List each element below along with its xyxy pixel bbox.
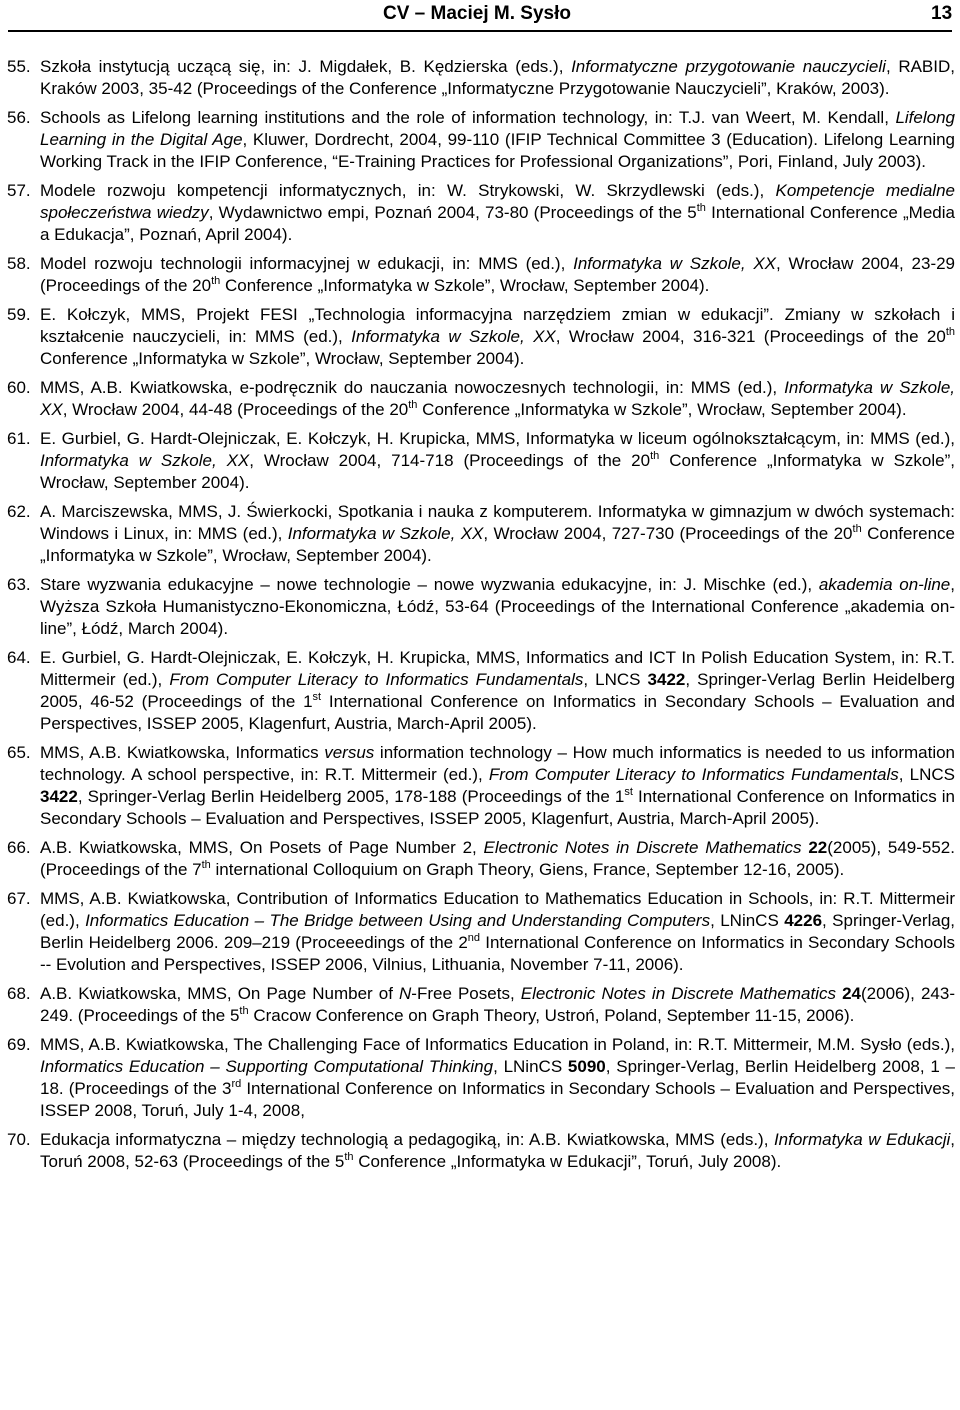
reference-superscript: th	[696, 202, 706, 214]
reference-segment: , LNCS	[898, 765, 955, 784]
reference-number: 58.	[7, 254, 31, 273]
reference-italic: Informatyka w Szkole, XX	[40, 378, 956, 419]
reference-segment: Edukacja informatyczna – między technologią a pedagogiką, in: A.B. Kwiatkowska, MMS (eds.),	[40, 1130, 774, 1149]
reference-text	[40, 647, 955, 735]
reference-italic: Informatyka w Edukacji	[773, 1130, 951, 1149]
reference-text	[40, 304, 955, 370]
header-title: CV – Maciej M. Sysło	[383, 3, 571, 24]
reference-italic: From Computer Literacy to Informatics Fundamentals	[169, 670, 584, 689]
reference-bold: 3422	[40, 787, 78, 806]
reference-superscript: th	[945, 326, 955, 338]
reference-segment: (2005), 549-552. (Proceedings of the 7	[40, 838, 955, 879]
reference-segment: , Wrocław 2004, 44-48 (Proceedings of the 20	[62, 400, 409, 419]
reference-segment: Conference „Informatyka w Szkole”, Wrocław, September 2004).	[417, 400, 907, 419]
reference-segment: Cracow Conference on Graph Theory, Ustroń, Poland, September 11-15, 2006).	[248, 1006, 855, 1025]
reference-text	[40, 1129, 955, 1173]
page-number: 13	[931, 3, 953, 24]
reference-segment: , Springer-Verlag, Berlin Heidelberg 2008, 1 – 18. (Proceedings of the 3	[40, 1057, 955, 1098]
reference-item	[7, 56, 955, 100]
reference-text	[40, 56, 955, 100]
reference-superscript: rd	[231, 1078, 242, 1090]
reference-segment: MMS, A.B. Kwiatkowska, Informatics	[40, 743, 325, 762]
reference-bold: 24	[842, 984, 862, 1003]
reference-item	[7, 983, 955, 1027]
reference-italic: akademia on-line	[818, 575, 951, 594]
reference-segment: A. Marciszewska, MMS, J. Świerkocki, Spotkania i nauka z komputerem. Informatyka w gimnazjum w dwóch systemach: Windows i Linux, in: MMS (ed.),	[40, 502, 955, 543]
reference-superscript: th	[852, 523, 862, 535]
header-rule	[8, 30, 952, 32]
reference-number: 67.	[7, 889, 31, 908]
reference-bold: 5090	[567, 1057, 606, 1076]
reference-number: 55.	[7, 57, 31, 76]
reference-segment: A.B. Kwiatkowska, MMS, On Posets of Page Number 2,	[40, 838, 484, 857]
reference-text	[40, 1034, 955, 1122]
reference-text	[40, 742, 955, 830]
reference-text	[40, 428, 955, 494]
reference-segment: , Wyższa Szkoła Humanistyczno-Ekonomiczna, Łódź, 53-64 (Proceedings of the International Conference „akademia on-line”, Łódź, March 2004).	[40, 575, 956, 638]
reference-segment: Conference „Informatyka w Szkole”, Wrocław, September 2004).	[220, 276, 710, 295]
reference-italic: Electronic Notes in Discrete Mathematics	[520, 984, 837, 1003]
reference-segment: Conference „Informatyka w Szkole”, Wrocław, September 2004).	[40, 451, 955, 492]
reference-segment: (2006), 243-249. (Proceedings of the 5	[40, 984, 955, 1025]
reference-text	[40, 180, 955, 246]
reference-italic: Informatics Education – The Bridge between Using and Understanding Computers	[85, 911, 711, 930]
reference-segment: International Conference on Informatics in Secondary Schools – Evaluation and Perspectives, ISSEP 2005, Klagenfurt, Austria, March-April 2005).	[40, 787, 956, 828]
reference-number: 57.	[7, 181, 31, 200]
reference-italic: Informatyka w Szkole, XX	[573, 254, 777, 273]
reference-segment: , Wrocław 2004, 714-718 (Proceedings of the 20	[249, 451, 651, 470]
reference-segment: MMS, A.B. Kwiatkowska, e-podręcznik do nauczania nowoczesnych technologii, in: MMS (ed.),	[40, 378, 785, 397]
reference-segment: Conference „Informatyka w Szkole”, Wrocław, September 2004).	[40, 524, 955, 565]
reference-item	[7, 304, 955, 370]
reference-text	[40, 574, 955, 640]
reference-item	[7, 428, 955, 494]
reference-superscript: st	[312, 691, 322, 703]
reference-item	[7, 180, 955, 246]
reference-text	[40, 253, 955, 297]
reference-item	[7, 837, 955, 881]
reference-segment: , Springer-Verlag Berlin Heidelberg 2005, 46-52 (Proceedings of the 1	[40, 670, 955, 711]
reference-text	[40, 837, 955, 881]
reference-superscript: th	[408, 399, 418, 411]
reference-segment: Conference „Informatyka w Szkole”, Wrocław, September 2004).	[40, 349, 525, 368]
reference-text	[40, 107, 955, 173]
reference-segment: , Kluwer, Dordrecht, 2004, 99-110 (IFIP Technical Committee 3 (Education). Lifelong Learning Working Track in the IFIP Conference, “E-Training Practices for Professional Organizations”, Pori, Finland, July 2003).	[40, 130, 955, 171]
reference-item	[7, 1034, 955, 1122]
reference-superscript: th	[650, 450, 660, 462]
reference-italic: Informatics Education – Supporting Computational Thinking	[40, 1057, 494, 1076]
page-header	[0, 0, 960, 34]
reference-segment: Schools as Lifelong learning institutions and the role of information technology, in: T.J. van Weert, M. Kendall,	[40, 108, 896, 127]
reference-segment: International Conference on Informatics in Secondary Schools -- Evolution and Perspectives, ISSEP 2006, Vilnius, Lithuania, November 7-11, 2006).	[40, 933, 955, 974]
reference-segment: , LNCS	[583, 670, 648, 689]
reference-segment: Modele rozwoju kompetencji informatycznych, in: W. Strykowski, W. Skrzydlewski (eds.),	[40, 181, 776, 200]
reference-item	[7, 107, 955, 173]
reference-segment: , LNinCS	[493, 1057, 568, 1076]
reference-segment: -Free Posets,	[411, 984, 521, 1003]
reference-number: 68.	[7, 984, 31, 1003]
reference-segment: E. Gurbiel, G. Hardt-Olejniczak, E. Kołczyk, H. Krupicka, MMS, Informatyka w liceum ogólnokształcącym, in: MMS (ed.),	[40, 429, 955, 448]
reference-segment: International Conference „Media a Edukacja”, Poznań, April 2004).	[40, 203, 955, 244]
reference-number: 64.	[7, 648, 31, 667]
reference-number: 56.	[7, 108, 31, 127]
reference-text	[40, 501, 955, 567]
reference-segment: , Toruń 2008, 52-63 (Proceedings of the 5	[40, 1130, 955, 1171]
reference-number: 60.	[7, 378, 31, 397]
reference-italic: Kompetencje medialne społeczeństwa wiedzy	[40, 181, 955, 222]
reference-segment: , Springer-Verlag Berlin Heidelberg 2005, 178-188 (Proceedings of the 1	[77, 787, 625, 806]
reference-item	[7, 742, 956, 830]
reference-superscript: st	[624, 786, 633, 798]
reference-segment: , RABID, Kraków 2003, 35-42 (Proceedings of the Conference „Informatyczne Przygotowanie Nauczycieli”, Kraków, 2003).	[40, 57, 955, 98]
reference-item	[7, 253, 956, 297]
reference-number: 65.	[7, 743, 31, 762]
reference-italic: Lifelong Learning in the Digital Age	[40, 108, 955, 149]
reference-segment: , Springer-Verlag, Berlin Heidelberg 2006. 209–219 (Proceeedings of the 2	[40, 911, 955, 952]
reference-number: 66.	[7, 838, 31, 857]
reference-bold: 4226	[784, 911, 823, 930]
reference-segment: A.B. Kwiatkowska, MMS, On Page Number of	[40, 984, 399, 1003]
reference-item	[7, 377, 956, 421]
reference-segment: , LNinCS	[710, 911, 785, 930]
reference-item	[7, 647, 955, 735]
reference-segment: international Colloquium on Graph Theory, Giens, France, September 12-16, 2005).	[210, 860, 845, 879]
reference-segment: , Wrocław 2004, 316-321 (Proceedings of the 20	[555, 327, 946, 346]
reference-segment: E. Kołczyk, MMS, Projekt FESI „Technologia informacyjna narzędziem zmian w edukacji”. Zmiany w szkołach i kształcenie nauczycieli, in: MMS (ed.),	[40, 305, 955, 346]
reference-segment: , Wrocław 2004, 727-730 (Proceedings of the 20	[483, 524, 853, 543]
reference-item	[7, 574, 956, 640]
reference-italic: From Computer Literacy to Informatics Fundamentals	[488, 765, 899, 784]
reference-text	[40, 377, 955, 421]
reference-segment: Stare wyzwania edukacyjne – nowe technologie – nowe wyzwania edukacyjne, in: J. Mischke (ed.),	[40, 575, 819, 594]
reference-item	[7, 501, 955, 567]
reference-italic: Informatyka w Szkole, XX	[287, 524, 484, 543]
reference-segment: Szkoła instytucją uczącą się, in: J. Migdałek, B. Kędzierska (eds.),	[40, 57, 572, 76]
reference-segment: International Conference on Informatics in Secondary Schools – Evaluation and Perspectives, ISSEP 2008, Toruń, July 1-4, 2008,	[40, 1079, 955, 1120]
reference-number: 70.	[7, 1130, 31, 1149]
reference-segment: , Wydawnictwo empi, Poznań 2004, 73-80 (Proceedings of the 5	[208, 203, 697, 222]
reference-text	[40, 888, 955, 976]
reference-number: 62.	[7, 502, 31, 521]
reference-italic: Electronic Notes in Discrete Mathematics	[483, 838, 802, 857]
reference-number: 59.	[7, 305, 31, 324]
reference-text	[40, 983, 955, 1027]
reference-italic: Informatyczne przygotowanie nauczycieli	[571, 57, 886, 76]
reference-segment: E. Gurbiel, G. Hardt-Olejniczak, E. Kołczyk, H. Krupicka, MMS, Informatics and ICT In Polish Education System, in: R.T. Mittermeir (ed.),	[40, 648, 955, 689]
reference-segment: Conference „Informatyka w Edukacji”, Toruń, July 2008).	[353, 1152, 782, 1171]
reference-segment: Model rozwoju technologii informacyjnej w edukacji, in: MMS (ed.),	[40, 254, 574, 273]
reference-superscript: th	[201, 859, 211, 871]
reference-bold: 22	[808, 838, 828, 857]
reference-italic: Informatyka w Szkole, XX	[351, 327, 556, 346]
reference-segment: International Conference on Informatics in Secondary Schools – Evaluation and Perspectives, ISSEP 2005, Klagenfurt, Austria, March-April 2005).	[40, 692, 955, 733]
reference-item	[7, 888, 955, 976]
reference-superscript: nd	[467, 932, 481, 944]
reference-italic: N	[399, 984, 412, 1003]
reference-segment: MMS, A.B. Kwiatkowska, Contribution of Informatics Education to Mathematics Education in Schools, in: R.T. Mittermeir (ed.),	[40, 889, 955, 930]
reference-segment: MMS, A.B. Kwiatkowska, The Challenging Face of Informatics Education in Poland, in: R.T. Mittermeir, M.M. Sysło (eds.),	[40, 1035, 955, 1054]
reference-italic: Informatyka w Szkole, XX	[40, 451, 250, 470]
reference-superscript: th	[344, 1151, 354, 1163]
reference-bold: 3422	[647, 670, 686, 689]
reference-list	[0, 56, 960, 1173]
reference-item	[7, 1129, 955, 1173]
reference-superscript: th	[211, 275, 221, 287]
reference-number: 69.	[7, 1035, 31, 1054]
reference-number: 61.	[7, 429, 31, 448]
reference-number: 63.	[7, 575, 31, 594]
reference-segment: information technology – How much informatics is needed to us information technology. A school perspective, in: R.T. Mittermeir (ed.),	[40, 743, 956, 784]
reference-italic: versus	[324, 743, 375, 762]
reference-superscript: th	[239, 1005, 249, 1017]
reference-segment: , Wrocław 2004, 23-29 (Proceedings of the 20	[40, 254, 956, 295]
